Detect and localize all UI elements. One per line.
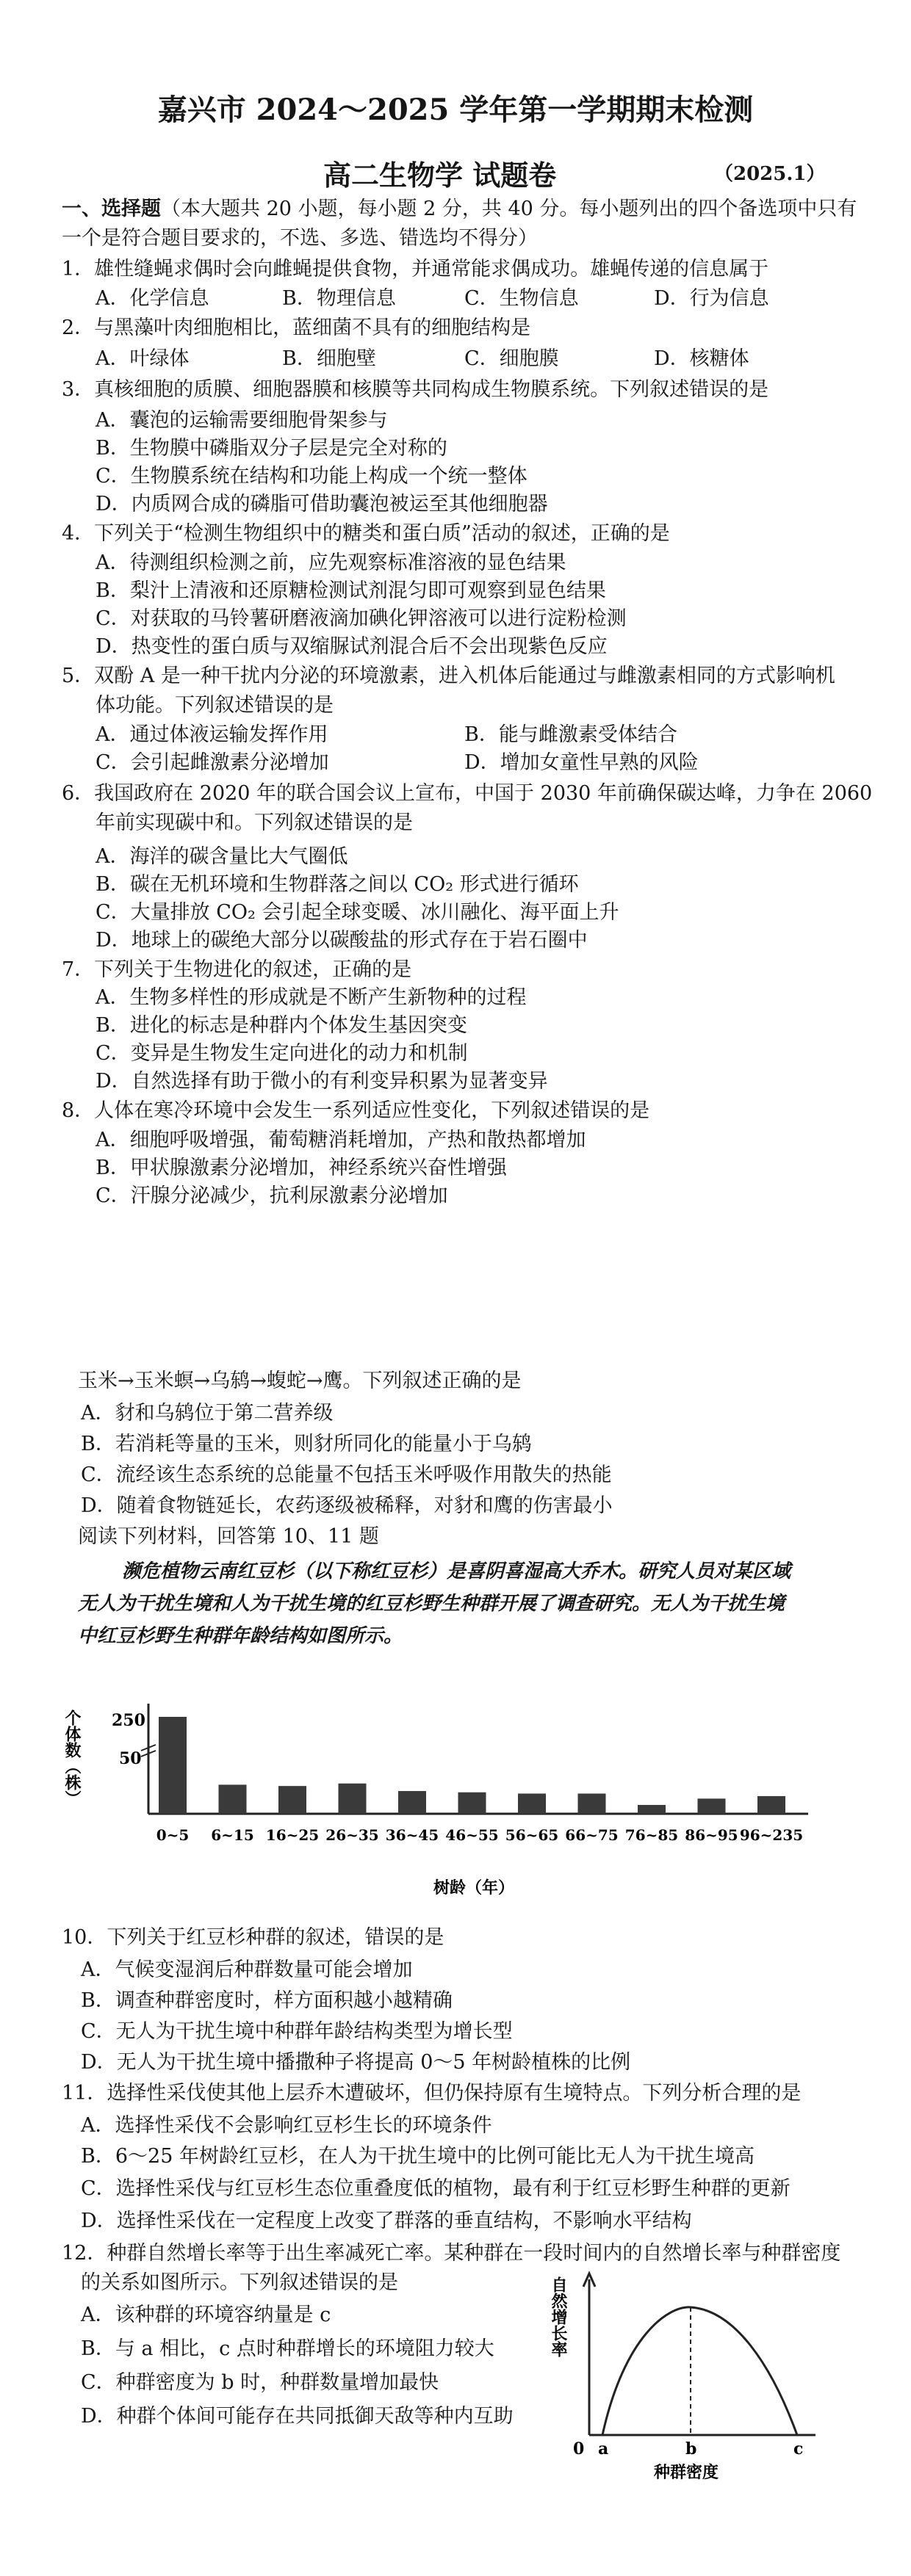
- q10-option-d: D．无人为干扰生境中播撒种子将提高 0～5 年树龄植株的比例: [81, 2051, 631, 2074]
- bar-26~35: [339, 1784, 367, 1814]
- chart-xlabel: 树龄（年）: [433, 1878, 515, 1897]
- q6-option-a: A．海洋的碳含量比大气圈低: [96, 845, 348, 868]
- x-tick-label: 0~5: [156, 1826, 190, 1844]
- q10-stem: 10．下列关于红豆杉种群的叙述，错误的是: [62, 1926, 444, 1949]
- q1-option-b: B．物理信息: [282, 287, 396, 310]
- q1-option-d: D．行为信息: [654, 287, 769, 310]
- x-tick-label: 26~35: [325, 1826, 379, 1844]
- bar-76~85: [638, 1805, 666, 1814]
- bar-56~65: [518, 1793, 546, 1814]
- y-tick-250: 250: [112, 1711, 145, 1730]
- q8-option-a: A．细胞呼吸增强，葡萄糖消耗增加，产热和散热都增加: [96, 1129, 586, 1151]
- section-heading: 一、选择题: [62, 198, 161, 220]
- x-tick-label: 16~25: [265, 1826, 320, 1844]
- bar-0~5: [159, 1717, 187, 1814]
- q12-option-c: C．种群密度为 b 时，种群数量增加最快: [81, 2371, 439, 2394]
- q7-stem: 7．下列关于生物进化的叙述，正确的是: [62, 958, 412, 981]
- exam-subtitle: 高二生物学 试题卷: [323, 159, 557, 192]
- q4-option-c: C．对获取的马铃薯研磨液滴加碘化钾溶液可以进行淀粉检测: [96, 607, 627, 630]
- growth-rate-graph: [544, 2269, 852, 2489]
- chart-bars: [159, 1717, 785, 1814]
- q12-stem-1: 12．种群自然增长率等于出生率减死亡率。某种群在一段时间内的自然增长率与种群密度: [62, 2242, 841, 2265]
- graph-ylabel: 自然增长率: [549, 2276, 568, 2357]
- q5-stem-2: 体功能。下列叙述错误的是: [96, 694, 334, 717]
- x-tick-label: 76~85: [624, 1826, 679, 1844]
- x-tick-label: 46~55: [445, 1826, 499, 1844]
- q7-option-a: A．生物多样性的形成就是不断产生新物种的过程: [96, 986, 527, 1009]
- q3-option-d: D．内质网合成的磷脂可借助囊泡被运至其他细胞器: [96, 493, 548, 515]
- q9-option-d: D．随着食物链延长，农药逐级被稀释，对豺和鹰的伤害最小: [81, 1494, 613, 1517]
- q12-option-b: B．与 a 相比，c 点时种群增长的环境阻力较大: [81, 2337, 494, 2360]
- q9-option-c: C．流经该生态系统的总能量不包括玉米呼吸作用散失的热能: [81, 1464, 612, 1486]
- q3-stem: 3．真核细胞的质膜、细胞器膜和核膜等共同构成生物膜系统。下列叙述错误的是: [62, 378, 769, 401]
- graph-point-a: a: [598, 2439, 609, 2459]
- q11-stem: 11．选择性采伐使其他上层乔木遭破坏，但仍保持原有生境特点。下列分析合理的是: [62, 2082, 802, 2105]
- q4-stem: 4．下列关于“检测生物组织中的糖类和蛋白质”活动的叙述，正确的是: [62, 522, 670, 545]
- graph-origin: 0: [573, 2439, 585, 2459]
- q12-option-d: D．种群个体间可能存在共同抵御天敌等种内互助: [81, 2405, 514, 2428]
- q1-option-a: A．化学信息: [96, 287, 209, 310]
- section-heading-line: [62, 195, 857, 223]
- material-line-3: 中红豆杉野生种群年龄结构如图所示。: [78, 1625, 403, 1647]
- section-desc-1: （本大题共 20 小题，每小题 2 分，共 40 分。每小题列出的四个备选项中只有: [161, 198, 857, 220]
- q5-option-d: D．增加女童性早熟的风险: [464, 751, 699, 774]
- q5-option-a: A．通过体液运输发挥作用: [96, 723, 328, 746]
- bar-36~45: [398, 1791, 426, 1814]
- x-tick-label: 56~65: [505, 1826, 559, 1844]
- q4-option-a: A．待测组织检测之前，应先观察标准溶液的显色结果: [96, 551, 566, 574]
- q12-option-a: A．该种群的环境容纳量是 c: [81, 2304, 331, 2326]
- x-tick-label: 86~95: [685, 1826, 738, 1844]
- age-structure-chart: [51, 1689, 830, 1909]
- q6-option-d: D．地球上的碳绝大部分以碳酸盐的形式存在于岩石圈中: [96, 929, 588, 952]
- q9-option-b: B．若消耗等量的玉米，则豺所同化的能量小于乌鸫: [81, 1433, 532, 1455]
- q10-option-c: C．无人为干扰生境中种群年龄结构类型为增长型: [81, 2020, 513, 2043]
- q9-food-chain: 玉米→玉米螟→乌鸫→蝮蛇→鹰。下列叙述正确的是: [78, 1370, 522, 1392]
- chart-x-ticks: [156, 1826, 803, 1844]
- q5-option-c: C．会引起雌激素分泌增加: [96, 751, 329, 774]
- q8-option-c: C．汗腺分泌减少，抗利尿激素分泌增加: [96, 1184, 448, 1207]
- material-line-2: 无人为干扰生境和人为干扰生境的红豆杉野生种群开展了调查研究。无人为干扰生境: [78, 1593, 785, 1615]
- q4-option-d: D．热变性的蛋白质与双缩脲试剂混合后不会出现紫色反应: [96, 635, 608, 658]
- q11-option-a: A．选择性采伐不会影响红豆杉生长的环境条件: [81, 2114, 492, 2137]
- bar-86~95: [698, 1798, 726, 1814]
- q7-option-c: C．变异是生物发生定向进化的动力和机制: [96, 1042, 468, 1065]
- graph-point-b: b: [685, 2439, 697, 2459]
- y-tick-50: 50: [119, 1749, 142, 1768]
- bar-16~25: [278, 1786, 306, 1814]
- q8-stem: 8．人体在寒冷环境中会发生一系列适应性变化，下列叙述错误的是: [62, 1099, 650, 1122]
- q11-option-b: B．6～25 年树龄红豆杉，在人为干扰生境中的比例可能比无人为干扰生境高: [81, 2145, 755, 2168]
- q7-option-d: D．自然选择有助于微小的有利变异积累为显著变异: [96, 1070, 548, 1093]
- section-desc-2: 一个是符合题目要求的，不选、多选、错选均不得分）: [62, 227, 538, 250]
- x-tick-label: 96~235: [739, 1826, 804, 1844]
- x-tick-label: 6~15: [211, 1826, 254, 1844]
- growth-rate-curve: [602, 2307, 797, 2435]
- q2-option-d: D．核糖体: [654, 347, 749, 370]
- q11-option-d: D．选择性采伐在一定程度上改变了群落的垂直结构，不影响水平结构: [81, 2210, 692, 2232]
- q10-option-a: A．气候变湿润后种群数量可能会增加: [81, 1958, 413, 1981]
- q8-option-b: B．甲状腺激素分泌增加，神经系统兴奋性增强: [96, 1157, 507, 1179]
- q3-option-a: A．囊泡的运输需要细胞骨架参与: [96, 409, 388, 432]
- bar-66~75: [578, 1793, 606, 1814]
- bar-6~15: [219, 1784, 247, 1814]
- x-tick-label: 36~45: [385, 1826, 439, 1844]
- graph-point-c: c: [793, 2439, 804, 2459]
- q5-stem-1: 5．双酚 A 是一种干扰内分泌的环境激素，进入机体后能通过与雌激素相同的方式影响机: [62, 665, 835, 687]
- q1-option-c: C．生物信息: [464, 287, 579, 310]
- q6-option-c: C．大量排放 CO₂ 会引起全球变暖、冰川融化、海平面上升: [96, 901, 619, 924]
- bar-96~235: [757, 1796, 785, 1814]
- exam-title: 嘉兴市 2024～2025 学年第一学期期末检测: [157, 93, 754, 127]
- q6-stem-2: 年前实现碳中和。下列叙述错误的是: [96, 811, 413, 834]
- q12-stem-2: 的关系如图所示。下列叙述错误的是: [81, 2271, 398, 2294]
- q9-option-a: A．豺和乌鸫位于第二营养级: [81, 1402, 334, 1425]
- q3-option-b: B．生物膜中磷脂双分子层是完全对称的: [96, 437, 447, 460]
- q6-option-b: B．碳在无机环境和生物群落之间以 CO₂ 形式进行循环: [96, 873, 579, 896]
- q2-option-a: A．叶绿体: [96, 347, 190, 370]
- q5-option-b: B．能与雌激素受体结合: [464, 723, 677, 746]
- q2-option-b: B．细胞壁: [282, 347, 376, 370]
- q1-stem: 1．雄性缝蝇求偶时会向雌蝇提供食物，并通常能求偶成功。雄蝇传递的信息属于: [62, 258, 769, 281]
- q6-stem-1: 6．我国政府在 2020 年的联合国会议上宣布，中国于 2030 年前确保碳达峰，力争在 2060: [62, 782, 873, 805]
- chart-ylabel: 个体数（株）: [62, 1710, 82, 1806]
- x-tick-label: 66~75: [565, 1826, 619, 1844]
- exam-date: （2025.1）: [714, 163, 826, 185]
- q11-option-c: C．选择性采伐与红豆杉生态位重叠度低的植物，最有利于红豆杉野生种群的更新: [81, 2177, 791, 2200]
- material-intro: 阅读下列材料，回答第 10、11 题: [78, 1525, 379, 1548]
- bar-46~55: [458, 1792, 486, 1814]
- q10-option-b: B．调查种群密度时，样方面积越小越精确: [81, 1989, 453, 2012]
- q4-option-b: B．梨汁上清液和还原糖检测试剂混匀即可观察到显色结果: [96, 579, 606, 602]
- q2-stem: 2．与黑藻叶肉细胞相比，蓝细菌不具有的细胞结构是: [62, 316, 531, 339]
- graph-xlabel: 种群密度: [654, 2463, 719, 2482]
- q7-option-b: B．进化的标志是种群内个体发生基因突变: [96, 1014, 467, 1037]
- material-line-1: 濒危植物云南红豆杉（以下称红豆杉）是喜阴喜湿高大乔木。研究人员对某区域: [122, 1560, 791, 1582]
- q2-option-c: C．细胞膜: [464, 347, 559, 370]
- q3-option-c: C．生物膜系统在结构和功能上构成一个统一整体: [96, 465, 527, 488]
